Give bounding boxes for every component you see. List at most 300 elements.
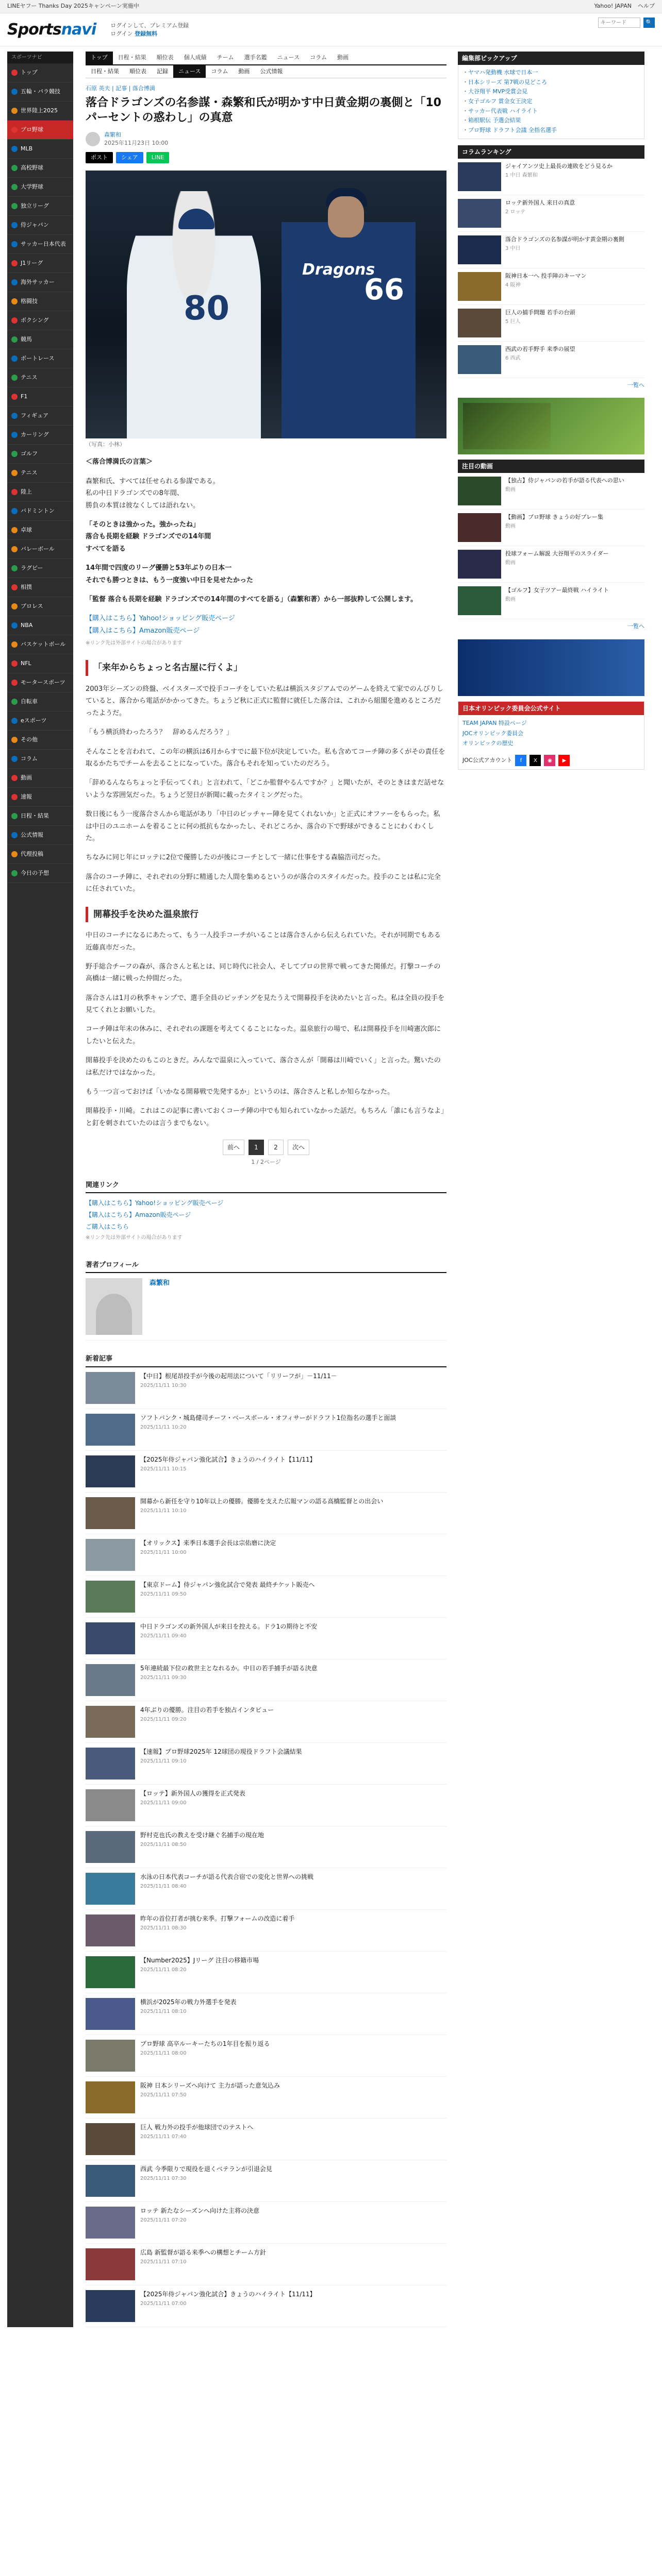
news-text — [140, 1831, 264, 1863]
facebook-icon[interactable]: f — [515, 755, 526, 766]
paragraph: 「辞めるんならちょっと手伝ってくれ」と言われて、「どこか監督やるんですか？」と聞いたが、そのときはまだ話せないような雰囲気だった。ちょうど翌日が新聞に載ったタイミングだった。 — [86, 779, 444, 799]
ad-banner-2[interactable] — [458, 639, 644, 696]
sidebar-item[interactable] — [7, 235, 73, 254]
news-item[interactable] — [86, 1451, 446, 1493]
category-icon — [11, 451, 18, 457]
news-title[interactable]: 昨年の首位打者が挑む来季。打撃フォームの改造に着手 — [140, 1914, 295, 1922]
category-tab[interactable]: 日程・結果 — [118, 54, 146, 61]
sub-tab[interactable]: 日程・結果 — [91, 67, 119, 75]
sidebar-item[interactable] — [7, 559, 73, 578]
news-title[interactable]: 中日ドラゴンズの新外国人が来日を控える。ドラ1の期待と不安 — [140, 1622, 318, 1630]
news-title[interactable]: ロッテ 新たなシーズンへ向けた主将の決意 — [140, 2207, 259, 2214]
video-thumbnail — [458, 550, 501, 579]
sidebar-item[interactable] — [7, 769, 73, 788]
site-logo[interactable]: Sportsnavi — [7, 21, 96, 39]
olympic-box — [458, 701, 644, 770]
new-articles-heading: 新着記事 — [86, 1354, 446, 1367]
sidebar-item[interactable] — [7, 159, 73, 178]
news-text — [140, 2207, 259, 2239]
sub-tab[interactable]: 順位表 — [129, 67, 146, 75]
category-icon — [11, 699, 18, 705]
sidebar-item[interactable] — [7, 731, 73, 750]
category-tab[interactable]: 順位表 — [156, 54, 174, 61]
sidebar-item[interactable] — [7, 63, 73, 82]
sidebar-item[interactable] — [7, 483, 73, 502]
sidebar-item[interactable] — [7, 254, 73, 273]
video-item[interactable] — [458, 510, 644, 546]
column-text — [505, 345, 575, 374]
column-ranking-list — [458, 159, 644, 378]
column-item[interactable] — [458, 159, 644, 195]
more-link[interactable]: 一覧へ — [627, 623, 644, 630]
paragraph: 野手総合チーフの森が、落合さんと私とは、同じ時代に社会人、そしてプロの世界で戦ってきた関係だ。打撃コーチの高橋は一緒に戦った仲間だった。 — [86, 962, 441, 983]
news-item[interactable] — [86, 1910, 446, 1952]
sub-tab[interactable]: 公式情報 — [260, 67, 283, 75]
sidebar-item-label: 高校野球 — [21, 164, 43, 171]
sidebar-item-label: ボートレース — [21, 354, 55, 362]
x-icon[interactable]: X — [529, 755, 541, 766]
news-thumbnail — [86, 1748, 135, 1780]
column-text — [505, 199, 575, 228]
sidebar-item-label: 海外サッカー — [21, 278, 55, 285]
related-note: ※リンク先は外部サイトの場合があります — [86, 1234, 183, 1241]
article-main — [86, 52, 446, 2327]
news-thumbnail — [86, 2081, 135, 2113]
sidebar-item[interactable] — [7, 101, 73, 121]
news-item[interactable] — [86, 1993, 446, 2035]
nav-group-label: スポーツナビ — [7, 52, 73, 63]
sidebar-item[interactable] — [7, 197, 73, 216]
news-meta: 2025/11/11 07:50 — [140, 2092, 187, 2098]
quote-block — [86, 519, 446, 555]
login-link[interactable]: ログイン — [110, 30, 133, 37]
news-title[interactable]: 【Number2025】Jリーグ 注目の移籍市場 — [140, 1956, 259, 1964]
news-item[interactable] — [86, 1409, 446, 1451]
excerpt-note: 「監督 落合も長期を経験 ドラゴンズでの14年間のすべてを語る」（森繁和著）から一部抜粋して公開します。 — [86, 595, 417, 603]
news-title[interactable]: 野村克也氏の教えを受け継ぐ名捕手の現在地 — [140, 1831, 264, 1839]
news-meta: 2025/11/11 08:10 — [140, 2008, 187, 2014]
news-text — [140, 1455, 316, 1487]
news-text — [140, 2248, 266, 2280]
sidebar-item-label: コラム — [21, 755, 38, 762]
sidebar-item-label: カーリング — [21, 431, 49, 438]
category-icon — [11, 375, 18, 381]
breadcrumb[interactable]: 石原 英夫 | 記事 | 落合博満 — [86, 85, 155, 92]
news-meta: 2025/11/11 09:50 — [140, 1591, 187, 1597]
paragraph: ちなみに同じ年にロッテに2位で優勝したのが後にコーチとして一緒に仕事をする森脇浩司だった。 — [86, 854, 385, 862]
column-thumbnail — [458, 345, 501, 374]
column-item[interactable] — [458, 305, 644, 342]
category-icon — [11, 89, 18, 95]
category-icon — [11, 355, 18, 362]
news-meta: 2025/11/11 08:00 — [140, 2050, 187, 2056]
category-icon — [11, 203, 18, 209]
news-item[interactable] — [86, 2160, 446, 2202]
new-articles-list — [86, 1367, 446, 2327]
news-meta: 2025/11/11 07:10 — [140, 2259, 187, 2265]
news-title[interactable]: 阪神 日本シリーズへ向けて 主力が語った意気込み — [140, 2081, 280, 2089]
sub-tab[interactable]: ニュース — [173, 65, 206, 78]
news-item[interactable] — [86, 1618, 446, 1659]
sidebar-item[interactable] — [7, 121, 73, 140]
sidebar-item[interactable] — [7, 521, 73, 540]
sidebar-item[interactable] — [7, 387, 73, 406]
sidebar-item[interactable] — [7, 406, 73, 426]
news-title[interactable]: 【東京ドーム】侍ジャパン強化試合で発表 最終チケット販売へ — [140, 1581, 315, 1588]
paragraph: 開幕投手・川崎。これはこの記事に書いておくコーチ陣の中でも知られていなかった話だ。もちろん「誰にも言うなよ」と釘を刺されていたのは言うまでもない。 — [86, 1107, 444, 1127]
sidebar-item[interactable] — [7, 654, 73, 673]
news-title[interactable]: 横浜が2025年の戦力外選手を発表 — [140, 1998, 237, 2006]
news-meta: 2025/11/11 10:10 — [140, 1507, 187, 1514]
sidebar-item[interactable] — [7, 597, 73, 616]
news-item[interactable] — [86, 1868, 446, 1910]
news-thumbnail — [86, 1789, 135, 1821]
news-thumbnail — [86, 1998, 135, 2030]
category-icon — [11, 470, 18, 476]
related-heading: 関連リンク — [86, 1180, 446, 1194]
olympic-social — [458, 752, 644, 769]
intro-line: 森繁和氏、すべては任せられる参謀である。 — [86, 477, 220, 485]
news-item[interactable] — [86, 1493, 446, 1534]
pickup-link[interactable]: ・ ヤマハ発動機 水球で日本一 — [462, 68, 640, 78]
category-icon — [11, 622, 18, 629]
news-title[interactable]: 【2025年侍ジャパン強化試合】きょうのハイライト【11/11】 — [140, 2290, 316, 2298]
sidebar-item[interactable] — [7, 426, 73, 445]
next-page-button[interactable]: 次へ — [288, 1140, 309, 1155]
player-figure-right — [282, 181, 416, 438]
sidebar-item[interactable] — [7, 864, 73, 883]
sub-tab[interactable]: コラム — [211, 67, 228, 75]
column-item[interactable] — [458, 342, 644, 378]
category-icon — [11, 317, 18, 324]
news-title[interactable]: 水泳の日本代表コーチが語る代表合宿での変化と世界への挑戦 — [140, 1873, 314, 1880]
sidebar-item[interactable] — [7, 330, 73, 349]
category-icon — [11, 756, 18, 762]
sidebar-item[interactable] — [7, 826, 73, 845]
column-item[interactable] — [458, 195, 644, 232]
category-tab[interactable]: 選手名鑑 — [244, 54, 267, 61]
news-item[interactable] — [86, 1701, 446, 1743]
news-thumbnail — [86, 1706, 135, 1738]
sidebar-item-label: 相撲 — [21, 583, 32, 590]
category-icon — [11, 508, 18, 514]
sub-tab[interactable]: 動画 — [238, 67, 250, 75]
news-text — [140, 1956, 259, 1988]
olympic-link[interactable]: TEAM JAPAN 特設ページ — [462, 719, 527, 726]
sidebar-item-label: NBA — [21, 621, 33, 629]
column-text — [505, 309, 575, 337]
instagram-icon[interactable]: ◉ — [544, 755, 555, 766]
news-text — [140, 1539, 276, 1571]
paragraph: もう一つ言っておけば「いかなる開幕戦で先発するか」というのは、落合さんと私しか知らなかった。 — [86, 1088, 394, 1096]
news-thumbnail — [86, 1664, 135, 1696]
category-icon — [11, 394, 18, 400]
pickup-link[interactable]: ・ 大谷翔平 MVP受賞会見 — [462, 87, 640, 97]
category-icon — [11, 737, 18, 743]
section-heading: 開幕投手を決めた温泉旅行 — [86, 907, 446, 923]
column-item[interactable] — [458, 232, 644, 268]
sidebar-item-label: eスポーツ — [21, 717, 47, 724]
search-icon[interactable]: 🔍 — [643, 18, 655, 28]
news-title[interactable]: 巨人 戦力外の投手が他球団でのテストへ — [140, 2123, 254, 2131]
sidebar-item[interactable] — [7, 750, 73, 769]
pickup-link[interactable]: ・ 女子ゴルフ 賞金女王決定 — [462, 97, 640, 107]
sidebar-item[interactable] — [7, 292, 73, 311]
news-item[interactable] — [86, 2202, 446, 2244]
page-2-button[interactable]: 2 — [268, 1140, 284, 1155]
sidebar-item-label: NFL — [21, 659, 31, 667]
sidebar-item-label: F1 — [21, 393, 28, 400]
news-item[interactable] — [86, 2244, 446, 2285]
sidebar-item[interactable] — [7, 692, 73, 711]
news-meta: 2025/11/11 07:20 — [140, 2217, 187, 2223]
banner-image — [463, 403, 551, 449]
sidebar-item[interactable] — [7, 273, 73, 292]
sidebar-item[interactable] — [7, 178, 73, 197]
news-meta: 2025/11/11 09:00 — [140, 1800, 187, 1806]
sidebar-item-label: 代理投稿 — [21, 850, 43, 857]
video-item[interactable] — [458, 473, 644, 510]
sidebar-item[interactable] — [7, 311, 73, 330]
help-link[interactable]: ヘルプ — [638, 3, 655, 10]
related-link[interactable]: 【購入はこちら】Amazon販売ページ — [86, 1211, 191, 1218]
sidebar-item-label: 陸上 — [21, 488, 32, 495]
news-item[interactable] — [86, 1576, 446, 1618]
sidebar-item-label: モータースポーツ — [21, 679, 65, 686]
column-meta: 6 西武 — [505, 355, 521, 361]
news-text — [140, 1914, 294, 1946]
author-name[interactable]: 森繁和 — [104, 131, 121, 138]
uniform-wordmark: Dragons — [302, 260, 375, 279]
sidebar-item[interactable] — [7, 673, 73, 692]
news-title[interactable]: ソフトバンク・城島健司チーフ・ベースボール・オフィサーがドラフト1位指名の選手と面談 — [140, 1414, 396, 1421]
category-tab[interactable]: ニュース — [277, 54, 300, 61]
pickup-link[interactable]: ・ プロ野球 ドラフト会議 全指名選手 — [462, 126, 640, 135]
sidebar-item[interactable] — [7, 635, 73, 654]
sidebar-item[interactable] — [7, 368, 73, 387]
sidebar-item[interactable] — [7, 616, 73, 635]
related-link[interactable]: ご購入はこちら — [86, 1223, 129, 1230]
sidebar-item[interactable] — [7, 140, 73, 159]
news-item[interactable] — [86, 1743, 446, 1785]
video-title[interactable]: 【独占】侍ジャパンの若手が語る代表への思い — [505, 477, 624, 484]
sidebar-item[interactable] — [7, 711, 73, 731]
news-meta: 2025/11/11 08:40 — [140, 1883, 187, 1889]
news-item[interactable] — [86, 2119, 446, 2160]
news-thumbnail — [86, 1539, 135, 1571]
sidebar-item-label: MLB — [21, 145, 33, 152]
column-text — [505, 272, 587, 301]
column-meta: 4 阪神 — [505, 282, 521, 288]
sidebar-item[interactable] — [7, 578, 73, 597]
cap-left — [178, 209, 214, 229]
news-thumbnail — [86, 2040, 135, 2072]
sidebar-item[interactable] — [7, 445, 73, 464]
sidebar-item-label: 自転車 — [21, 698, 38, 705]
news-item[interactable] — [86, 1659, 446, 1701]
news-title[interactable]: 開幕から新任を守り10年以上の優勝。優勝を支えた広報マンの語る高橋監督との出会い — [140, 1497, 384, 1505]
pickup-heading: 編集部ピックアップ — [458, 52, 644, 65]
sidebar-item-label: 日程・結果 — [21, 812, 49, 819]
news-item[interactable] — [86, 1952, 446, 1993]
column-title[interactable]: 阪神日本一へ 投手陣のキーマン — [505, 272, 587, 279]
premium-badge[interactable]: 登録無料 — [135, 30, 158, 37]
column-item[interactable] — [458, 268, 644, 305]
category-tab[interactable]: チーム — [217, 54, 234, 61]
news-item[interactable] — [86, 2077, 446, 2119]
news-title[interactable]: 広島 新監督が語る来季への構想とチーム方針 — [140, 2248, 266, 2256]
column-title[interactable]: 巨人の捕手問題 若手の台頭 — [505, 309, 575, 316]
news-title[interactable]: プロ野球 高卒ルーキーたちの1年目を振り返る — [140, 2040, 270, 2047]
intro-line: 私の中日ドラゴンズでの8年間、 — [86, 489, 184, 498]
video-item[interactable] — [458, 546, 644, 583]
column-text — [505, 235, 624, 264]
news-text — [140, 1706, 274, 1738]
category-tab[interactable]: トップ — [86, 52, 113, 64]
news-title[interactable]: 【ロッテ】新外国人の獲得を正式発表 — [140, 1789, 245, 1797]
news-title[interactable]: 【2025年侍ジャパン強化試合】きょうのハイライト【11/11】 — [140, 1455, 316, 1463]
article-title: 落合ドラゴンズの名参謀・森繁和氏が明かす中日黄金期の裏側と「10パーセントの惑わし」の真意 — [86, 96, 441, 125]
related-link[interactable]: 【購入はこちら】Yahoo!ショッピング販売ページ — [86, 1199, 224, 1207]
news-item[interactable] — [86, 1534, 446, 1576]
category-icon — [11, 260, 18, 266]
page-1-button[interactable]: 1 — [249, 1140, 264, 1155]
news-thumbnail — [86, 2290, 135, 2322]
paragraph: そんなことを言われて、この年の横浜は6月からすでに最下位が決定していた。私も含めてコーチ陣の多くがその責任を取るかたちでチームを去ることになっていた。落合もそれを知っていたのだろう。 — [86, 748, 445, 768]
news-item[interactable] — [86, 2285, 446, 2327]
category-tab[interactable]: 動画 — [337, 54, 349, 61]
login-prompt[interactable]: ログインして、プレミアム登録 — [110, 22, 189, 29]
news-title[interactable]: 【オリックス】来季日本選手会長は宗佑磨に決定 — [140, 1539, 276, 1547]
news-title[interactable]: 西武 今季限りで現役を退くベテランが引退会見 — [140, 2165, 272, 2173]
news-item[interactable] — [86, 1785, 446, 1826]
youtube-icon[interactable]: ▶ — [558, 755, 570, 766]
column-title[interactable]: 落合ドラゴンズの名参謀が明かす黄金期の裏側 — [505, 235, 624, 243]
top-strip — [0, 0, 662, 13]
sidebar-item[interactable] — [7, 464, 73, 483]
olympic-link[interactable]: JOCオリンピック委員会 — [462, 730, 524, 737]
sidebar-item-label: フィギュア — [21, 412, 49, 419]
category-icon — [11, 813, 18, 819]
news-item[interactable] — [86, 1826, 446, 1868]
sidebar-item-label: バレーボール — [21, 545, 55, 552]
sub-tab[interactable]: 記録 — [157, 67, 168, 75]
column-ranking-heading: コラムランキング — [458, 145, 644, 159]
column-meta: 3 中日 — [505, 245, 521, 251]
yahoo-link[interactable]: Yahoo! JAPAN — [594, 3, 632, 10]
sidebar-item[interactable] — [7, 788, 73, 807]
news-item[interactable] — [86, 2035, 446, 2077]
photo-caption: （写真：小林） — [86, 440, 125, 448]
author-photo — [86, 1278, 142, 1335]
pickup-link[interactable]: ・ サッカー代表戦 ハイライト — [462, 107, 640, 116]
news-text — [140, 1581, 315, 1613]
buy-amazon-link[interactable]: 【購入はこちら】Amazon販売ページ — [86, 626, 200, 635]
news-title[interactable]: 5年連続最下位の救世主となれるか。中日の若手捕手が語る決意 — [140, 1664, 318, 1672]
video-title[interactable]: 【ゴルフ】女子ツアー最終戦 ハイライト — [505, 587, 609, 594]
column-title[interactable]: ロッテ新外国人 来日の真意 — [505, 199, 575, 206]
profile-name[interactable]: 森繁和 — [150, 1279, 170, 1287]
news-title[interactable]: 4年ぶりの優勝。注目の若手を独占インタビュー — [140, 1706, 274, 1714]
sidebar-item-label: 競馬 — [21, 335, 32, 343]
sidebar-item-label: 大学野球 — [21, 183, 43, 190]
category-tab[interactable]: 個人成績 — [184, 54, 207, 61]
category-icon — [11, 718, 18, 724]
ad-banner-golf[interactable] — [458, 398, 644, 454]
column-thumbnail — [458, 235, 501, 264]
sidebar-item-label: 卓球 — [21, 526, 32, 533]
news-meta: 2025/11/11 08:20 — [140, 1967, 187, 1973]
category-icon — [11, 775, 18, 781]
sidebar-item[interactable] — [7, 540, 73, 559]
video-title[interactable]: 投球フォーム解説 大谷翔平のスライダー — [505, 550, 609, 557]
news-title[interactable]: 【速報】プロ野球2025年 12球団の現役ドラフト会議結果 — [140, 1748, 302, 1755]
sidebar-item-label: 格闘技 — [21, 297, 38, 304]
sidebar-item[interactable] — [7, 216, 73, 235]
social-label: JOC公式アカウント — [462, 756, 512, 764]
search-input[interactable] — [598, 18, 640, 28]
news-thumbnail — [86, 1455, 135, 1487]
share-x-button[interactable]: ポスト — [86, 152, 113, 163]
column-title[interactable]: ジャイアンツ史上最長の連敗をどう見るか — [505, 162, 613, 170]
news-thumbnail — [86, 1914, 135, 1946]
video-meta: 動画 — [505, 523, 516, 530]
category-tab[interactable]: コラム — [310, 54, 327, 61]
video-list — [458, 473, 644, 619]
news-meta: 2025/11/11 09:10 — [140, 1758, 187, 1764]
sidebar-item-label: バスケットボール — [21, 640, 66, 648]
column-meta: 5 巨人 — [505, 318, 521, 325]
news-meta: 2025/11/11 10:15 — [140, 1466, 187, 1472]
pickup-list — [458, 65, 644, 139]
column-title[interactable]: 西武の若手野手 来季の展望 — [505, 345, 575, 352]
news-title[interactable]: 【中日】根尾昂投手が今後の起用法について「リリーフが」－11/11－ — [140, 1372, 337, 1380]
video-meta: 動画 — [505, 597, 516, 603]
sidebar-item-label: J1リーグ — [21, 259, 43, 266]
sidebar-item[interactable] — [7, 845, 73, 864]
sidebar-item-label: 公式情報 — [21, 831, 43, 838]
sidebar-item[interactable] — [7, 807, 73, 826]
campaign-link[interactable]: LINEヤフー Thanks Day 2025キャンペーン実施中 — [7, 3, 139, 10]
video-item[interactable] — [458, 583, 644, 619]
share-facebook-button[interactable]: シェア — [116, 152, 143, 163]
share-line-button[interactable]: LINE — [146, 152, 170, 163]
video-thumbnail — [458, 513, 501, 542]
related-links — [86, 1193, 446, 1246]
category-icon — [11, 432, 18, 438]
olympic-link[interactable]: オリンピックの歴史 — [462, 740, 514, 747]
news-thumbnail — [86, 1956, 135, 1988]
more-link[interactable]: 一覧へ — [627, 381, 644, 388]
buy-yahoo-link[interactable]: 【購入はこちら】Yahoo!ショッピング販売ページ — [86, 615, 235, 623]
face-right — [328, 196, 364, 238]
paragraph: コーチ陣は年末の休みに、それぞれの課題を考えてくることになった。温泉旅行の場で、私は開幕投手を川崎憲次郎にしたいと伝えた。 — [86, 1025, 441, 1045]
sidebar-item-label: テニス — [21, 469, 38, 476]
pickup-link[interactable]: ・ 日本シリーズ 第7戦の見どころ — [462, 78, 640, 88]
prev-page-button[interactable]: 前へ — [223, 1140, 244, 1155]
news-item[interactable] — [86, 1367, 446, 1409]
sidebar-item[interactable] — [7, 502, 73, 521]
sidebar-item[interactable] — [7, 349, 73, 368]
news-text — [140, 1664, 318, 1696]
news-text — [140, 1497, 383, 1529]
pickup-link[interactable]: ・ 箱根駅伝 予選会結果 — [462, 116, 640, 126]
video-title[interactable]: 【動画】プロ野球 きょうの好プレー集 — [505, 514, 604, 521]
sidebar-item[interactable] — [7, 82, 73, 101]
news-thumbnail — [86, 1873, 135, 1905]
news-text — [140, 1414, 396, 1446]
paragraph: 2003年シーズンの終盤、ベイスターズで投手コーチをしていた私は横浜スタジアムでのゲームを終えて家でのんびりしていると、落合から電話がかかってきた。ちょうど秋に正式に監督に就任した落合は、これから組閣を進めるところだったようだ。 — [86, 685, 443, 717]
